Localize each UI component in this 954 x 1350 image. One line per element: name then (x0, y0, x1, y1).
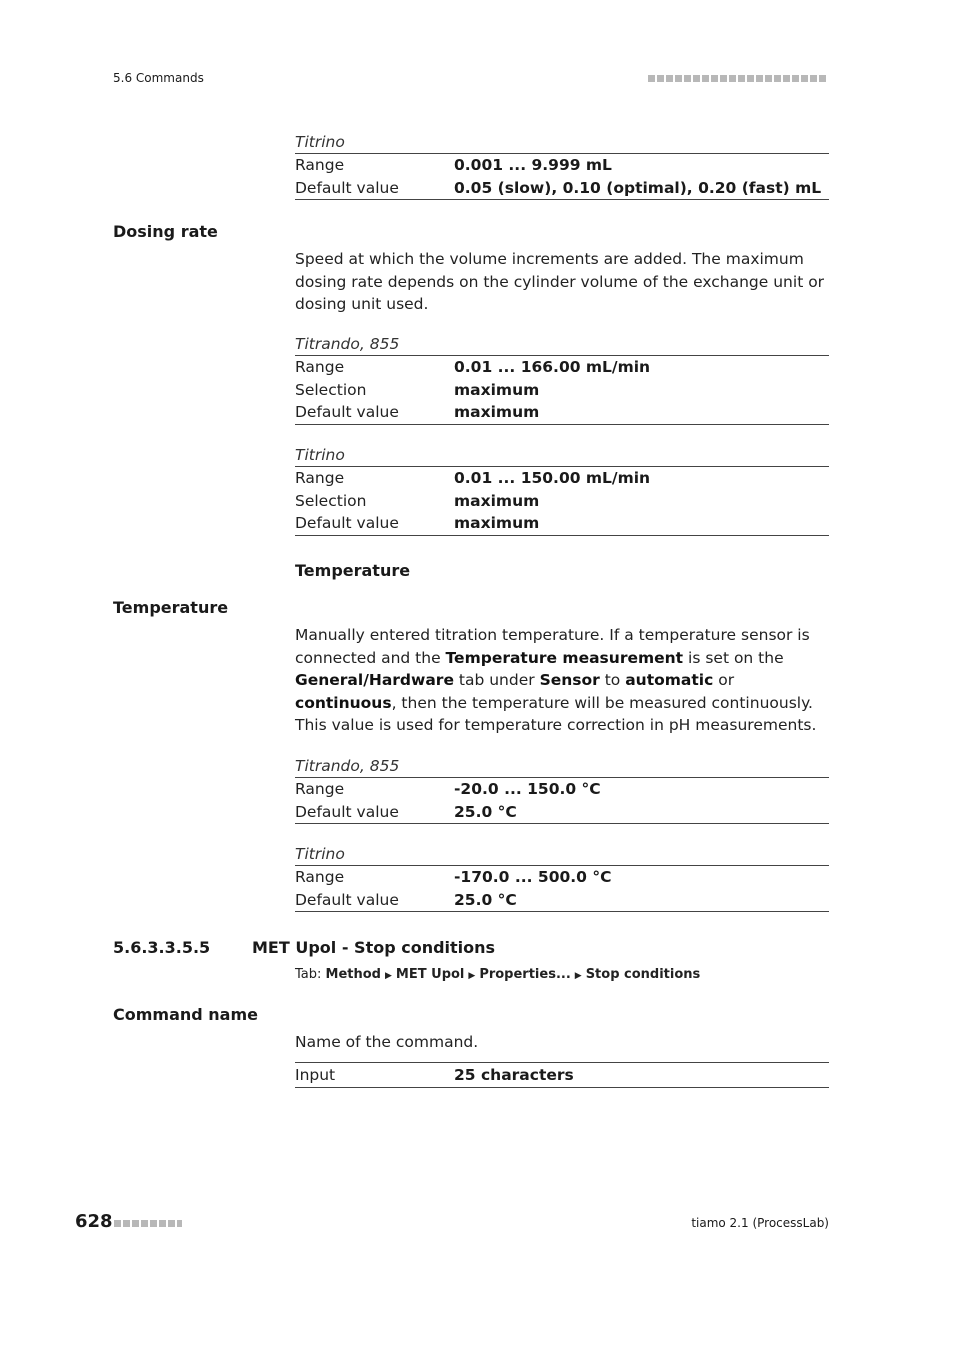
table-row: Selection maximum (295, 380, 540, 399)
temperature-subheading: Temperature (295, 561, 411, 580)
triangle-right-icon: ▶ (468, 971, 476, 981)
table-row: Default value 0.05 (slow), 0.10 (optimal), 0.20 (fast) mL (295, 178, 822, 197)
footer-decoration (114, 1220, 182, 1227)
triangle-right-icon: ▶ (385, 971, 392, 981)
footer-product: tiamo 2.1 (ProcessLab) (691, 1216, 829, 1230)
titrando-temperature-table (295, 756, 829, 824)
table-caption: Titrino (295, 132, 829, 154)
table-caption: Titrando, 855 (295, 756, 829, 778)
table-bottom-rule (295, 911, 829, 912)
table-bottom-rule (295, 823, 829, 824)
running-header-section: 5.6 Commands (113, 71, 204, 85)
temperature-description: Manually entered titration temperature. If a temperature sensor is connected and the Temperature measurement is set on the General/Hardware tab under Sensor to automatic or continuous, then the temperature will be measured continuously. This value is used for temperature correction in pH measurements. (295, 626, 817, 734)
table-bottom-rule (295, 199, 829, 200)
triangle-right-icon: ▶ (574, 971, 582, 981)
command-name-heading: Command name (113, 1005, 258, 1024)
temperature-heading: Temperature (113, 598, 229, 617)
titrino-dosing-rate-table (295, 445, 829, 536)
section-number: 5.6.3.3.5.5 (113, 938, 211, 957)
table-row: Range -170.0 ... 500.0 °C (295, 868, 612, 886)
section-heading (113, 938, 495, 957)
dosing-rate-description: Speed at which the volume increments are added. The maximum dosing rate depends on the cylinder volume of the exchange unit or dosing unit used. (295, 250, 825, 313)
table-row: Default value maximum (295, 514, 540, 532)
header-decoration (648, 75, 828, 82)
table-row: Default value maximum (295, 403, 540, 421)
table-row: Selection maximum (295, 491, 540, 510)
table-row: Range 0.001 ... 9.999 mL (295, 156, 612, 174)
table-caption: Titrino (295, 844, 829, 866)
table-row: Default value 25.0 °C (295, 802, 517, 821)
table-row: Default value 25.0 °C (295, 890, 517, 909)
command-name-description: Name of the command. (295, 1033, 479, 1051)
table-caption: Titrino (295, 445, 829, 467)
dosing-rate-heading: Dosing rate (113, 222, 218, 241)
page-number: 628 (75, 1211, 113, 1232)
section-title: MET Upol - Stop conditions (252, 938, 496, 957)
table-row: Range -20.0 ... 150.0 °C (295, 780, 601, 798)
titrando-dosing-rate-table (295, 334, 829, 425)
table-bottom-rule (295, 424, 829, 425)
command-name-table (295, 1062, 829, 1088)
table-bottom-rule (295, 1087, 829, 1088)
table-row: Range 0.01 ... 150.00 mL/min (295, 469, 651, 487)
table-top-rule (295, 1062, 829, 1063)
table-row: Input 25 characters (295, 1066, 574, 1084)
titrino-temperature-table (295, 844, 829, 912)
table-bottom-rule (295, 535, 829, 536)
titrino-increment-table (295, 132, 829, 200)
table-caption: Titrando, 855 (295, 334, 829, 356)
table-row: Range 0.01 ... 166.00 mL/min (295, 358, 651, 376)
tab-navigation-path: Tab: Method ▶ MET Upol ▶ Properties... ▶ Stop conditions (295, 967, 701, 982)
